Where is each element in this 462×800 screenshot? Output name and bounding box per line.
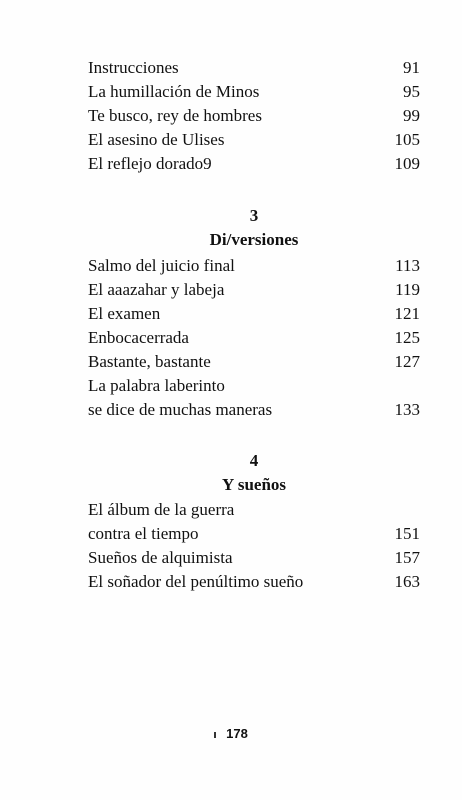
toc-entry-title: La humillación de Minos [88, 82, 260, 101]
toc-entry-title: Enbocacerrada [88, 328, 189, 347]
toc-entry-page: 119 [395, 280, 420, 299]
toc-entry-title: contra el tiempo [88, 524, 199, 543]
page-number [0, 725, 462, 743]
toc-entry-page: 113 [395, 256, 420, 275]
section-number: 4 [249, 451, 259, 470]
toc-entry-title: El asesino de Ulises [88, 130, 225, 149]
toc-entry [88, 326, 420, 350]
toc-entry-title: El reflejo dorado9 [88, 154, 212, 173]
toc-entry [88, 278, 420, 302]
toc-entry [88, 374, 420, 398]
toc-entry-title: Salmo del juicio final [88, 256, 235, 275]
toc-entry [88, 546, 420, 570]
toc-entry-title: Bastante, bastante [88, 352, 211, 371]
toc-entry-page: 125 [394, 328, 420, 347]
page-number-text: 178 [226, 726, 248, 741]
toc-entry-title: El soñador del penúltimo sueño [88, 572, 304, 591]
section-title: Di/versiones [209, 230, 299, 249]
toc-entry [88, 398, 420, 422]
toc-entry-title: El álbum de la guerra [88, 500, 235, 519]
toc-entry [88, 152, 420, 176]
toc-entry [88, 56, 420, 80]
toc-entry-title: El aaazahar y labeja [88, 280, 225, 299]
toc-entry [88, 522, 420, 546]
toc-entry-title: Instrucciones [88, 58, 179, 77]
toc-entry-page: 95 [403, 82, 420, 101]
toc-entry-page: 163 [394, 572, 420, 591]
bullet-mark [214, 732, 216, 738]
toc-entry-title: se dice de muchas maneras [88, 400, 273, 419]
toc-entry [88, 254, 420, 278]
toc-entry [88, 302, 420, 326]
toc-entry-page: 121 [394, 304, 420, 323]
toc-entry-page: 133 [394, 400, 420, 419]
toc-entry-page: 109 [394, 154, 420, 173]
section-title: Y sueños [221, 475, 287, 494]
toc-entry-title: La palabra laberinto [88, 376, 225, 395]
toc-entry-page: 127 [394, 352, 420, 371]
toc-entry-page: 99 [403, 106, 420, 125]
toc-entry [88, 128, 420, 152]
toc-entry-page: 151 [394, 524, 420, 543]
toc-entry-page: 91 [403, 58, 420, 77]
toc-entry [88, 80, 420, 104]
toc-entry-page: 105 [394, 130, 420, 149]
toc-entry [88, 104, 420, 128]
toc-entry-page: 157 [394, 548, 420, 567]
toc-entry [88, 350, 420, 374]
toc-entry [88, 570, 420, 594]
toc-entry-title: Sueños de alquimista [88, 548, 233, 567]
section-number: 3 [249, 206, 259, 225]
toc-entry-title: Te busco, rey de hombres [88, 106, 262, 125]
toc-entry [88, 498, 420, 522]
toc-entry-title: El examen [88, 304, 161, 323]
